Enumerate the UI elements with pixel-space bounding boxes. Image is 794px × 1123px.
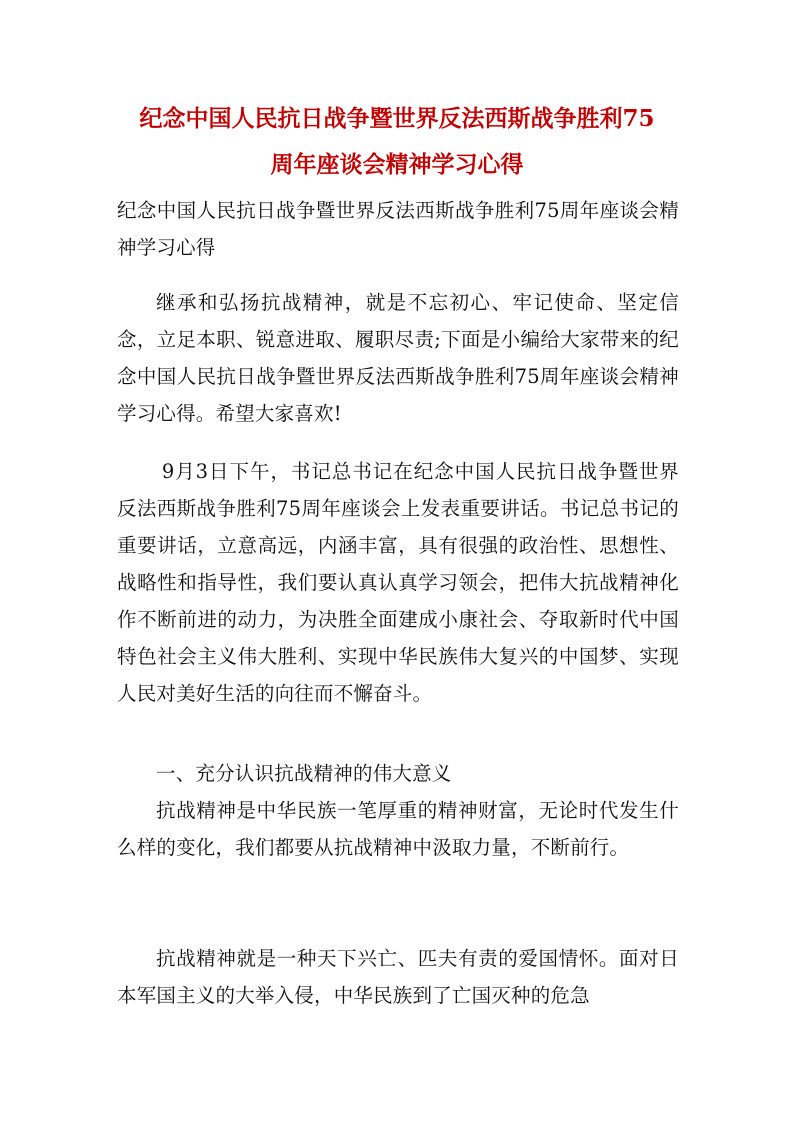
paragraph-intro: [117, 284, 679, 432]
paragraph-text: 继承和弘扬抗战精神，就是不忘初心、牢记使命、坚定信念，立足本职、锐意进取、履职尽责;下面是小编给大家带来的纪念中国人民抗日战争暨世界反法西斯战争胜利75周年座谈会精神学习心得。希望大家喜欢!: [117, 291, 679, 425]
paragraph-speech: [117, 453, 679, 712]
paragraph-spirit-wealth: [117, 792, 679, 866]
paragraph-text: 纪念中国人民抗日战争暨世界反法西斯战争胜利75周年座谈会精神学习心得: [117, 199, 679, 259]
section-heading: [117, 755, 679, 792]
title-line-1: 纪念中国人民抗日战争暨世界反法西斯战争胜利75: [139, 105, 655, 132]
paragraph-text: 9月3日下午，书记总书记在纪念中国人民抗日战争暨世界反法西斯战争胜利75周年座谈会上发表重要讲话。书记总书记的重要讲话，立意高远，内涵丰富，具有很强的政治性、思想性、战略性和指导性，我们要认真认真学习领会，把伟大抗战精神化作不断前进的动力，为决胜全面建成小康社会、夺取新时代中国特色社会主义伟大胜利、实现中华民族伟大复兴的中国梦、实现人民对美好生活的向往而不懈奋斗。: [117, 460, 679, 705]
section-heading-text: 一、充分认识抗战精神的伟大意义: [156, 762, 452, 785]
paragraph-text: 抗战精神是中华民族一笔厚重的精神财富，无论时代发生什么样的变化，我们都要从抗战精神中汲取力量，不断前行。: [117, 799, 679, 859]
paragraph-text: 抗战精神就是一种天下兴亡、匹夫有责的爱国情怀。面对日本军国主义的大举入侵，中华民族到了亡国灭种的危急: [117, 947, 679, 1007]
title-line-2: 周年座谈会精神学习心得: [270, 151, 524, 178]
paragraph-repeated-title: [117, 192, 679, 266]
paragraph-patriotism: [117, 940, 679, 1014]
document-title: [110, 96, 684, 188]
